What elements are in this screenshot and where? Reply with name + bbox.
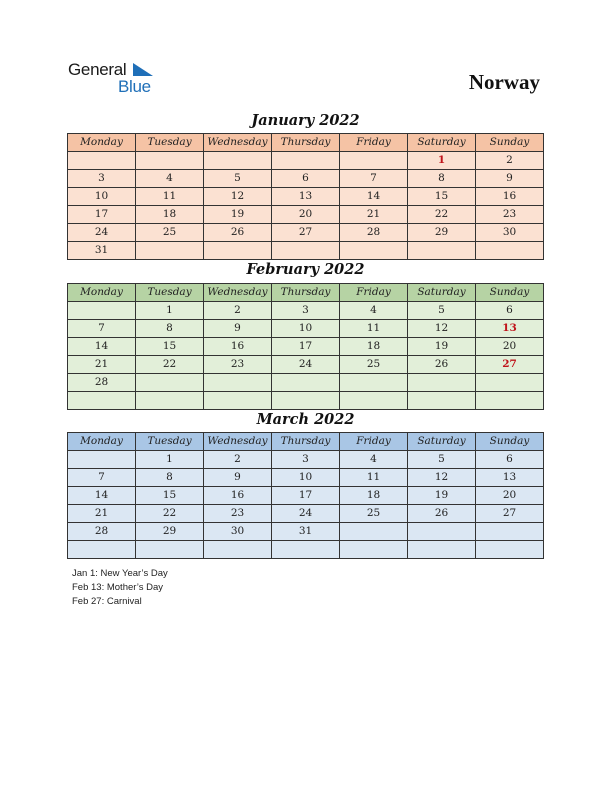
day-cell: 1 <box>136 302 204 320</box>
day-cell <box>272 374 340 392</box>
day-cell <box>408 523 476 541</box>
day-cell: 30 <box>204 523 272 541</box>
weekday-header: Tuesday <box>136 433 204 451</box>
day-cell: 12 <box>408 320 476 338</box>
calendar-january <box>67 133 544 260</box>
day-cell <box>476 392 544 410</box>
day-cell <box>272 242 340 260</box>
day-cell <box>340 541 408 559</box>
weekday-header-row <box>68 284 544 302</box>
day-cell <box>476 541 544 559</box>
day-cell: 15 <box>136 338 204 356</box>
day-cell: 29 <box>408 224 476 242</box>
week-row <box>68 523 544 541</box>
day-cell: 2 <box>476 152 544 170</box>
day-cell: 26 <box>408 505 476 523</box>
day-cell: 12 <box>204 188 272 206</box>
calendar-march <box>67 432 544 559</box>
week-row <box>68 469 544 487</box>
day-cell <box>408 392 476 410</box>
day-cell: 28 <box>340 224 408 242</box>
weekday-header: Monday <box>68 134 136 152</box>
week-row <box>68 152 544 170</box>
day-cell: 16 <box>204 338 272 356</box>
day-cell <box>408 242 476 260</box>
day-cell: 19 <box>408 338 476 356</box>
day-cell: 23 <box>204 356 272 374</box>
week-row <box>68 206 544 224</box>
day-cell: 15 <box>408 188 476 206</box>
weekday-header-row <box>68 433 544 451</box>
day-cell: 4 <box>340 302 408 320</box>
day-cell: 16 <box>476 188 544 206</box>
day-cell: 27 <box>476 356 544 374</box>
day-cell: 24 <box>272 505 340 523</box>
day-cell: 22 <box>136 505 204 523</box>
weekday-header: Thursday <box>272 134 340 152</box>
day-cell: 9 <box>204 320 272 338</box>
day-cell: 8 <box>136 469 204 487</box>
weekday-header: Tuesday <box>136 284 204 302</box>
day-cell: 11 <box>340 320 408 338</box>
day-cell <box>340 374 408 392</box>
day-cell: 14 <box>68 487 136 505</box>
week-row <box>68 242 544 260</box>
day-cell <box>476 374 544 392</box>
day-cell: 20 <box>476 487 544 505</box>
week-row <box>68 338 544 356</box>
day-cell: 30 <box>476 224 544 242</box>
weekday-header: Saturday <box>408 433 476 451</box>
day-cell <box>68 302 136 320</box>
day-cell: 8 <box>136 320 204 338</box>
day-cell: 18 <box>340 487 408 505</box>
week-row <box>68 356 544 374</box>
day-cell <box>204 374 272 392</box>
day-cell: 14 <box>68 338 136 356</box>
day-cell: 23 <box>476 206 544 224</box>
weekday-header: Monday <box>68 284 136 302</box>
day-cell: 27 <box>476 505 544 523</box>
weekday-header: Friday <box>340 134 408 152</box>
day-cell: 21 <box>340 206 408 224</box>
day-cell <box>136 242 204 260</box>
calendar-february <box>67 283 544 410</box>
day-cell: 2 <box>204 302 272 320</box>
weekday-header: Wednesday <box>204 433 272 451</box>
day-cell <box>340 392 408 410</box>
day-cell <box>204 541 272 559</box>
day-cell: 16 <box>204 487 272 505</box>
holiday-note: Jan 1: New Year’s Day <box>72 568 168 579</box>
day-cell: 20 <box>272 206 340 224</box>
day-cell: 18 <box>340 338 408 356</box>
month-title-march: March 2022 <box>256 411 355 428</box>
day-cell: 20 <box>476 338 544 356</box>
day-cell <box>272 152 340 170</box>
week-row <box>68 224 544 242</box>
weekday-header: Tuesday <box>136 134 204 152</box>
day-cell: 26 <box>204 224 272 242</box>
day-cell: 31 <box>272 523 340 541</box>
month-title-february: February 2022 <box>246 261 365 278</box>
day-cell: 28 <box>68 374 136 392</box>
day-cell: 22 <box>136 356 204 374</box>
week-row <box>68 505 544 523</box>
weekday-header: Monday <box>68 433 136 451</box>
day-cell <box>68 541 136 559</box>
day-cell <box>272 392 340 410</box>
day-cell <box>408 374 476 392</box>
day-cell: 9 <box>204 469 272 487</box>
month-title-january: January 2022 <box>251 112 360 129</box>
weekday-header: Wednesday <box>204 284 272 302</box>
weekday-header: Thursday <box>272 433 340 451</box>
day-cell: 10 <box>68 188 136 206</box>
day-cell: 6 <box>476 451 544 469</box>
day-cell: 6 <box>272 170 340 188</box>
week-row <box>68 541 544 559</box>
week-row <box>68 451 544 469</box>
day-cell: 5 <box>204 170 272 188</box>
day-cell: 9 <box>476 170 544 188</box>
day-cell: 23 <box>204 505 272 523</box>
day-cell: 26 <box>408 356 476 374</box>
weekday-header-row <box>68 134 544 152</box>
day-cell: 29 <box>136 523 204 541</box>
day-cell: 8 <box>408 170 476 188</box>
day-cell: 24 <box>68 224 136 242</box>
day-cell: 17 <box>272 338 340 356</box>
day-cell <box>68 451 136 469</box>
week-row <box>68 320 544 338</box>
day-cell: 17 <box>68 206 136 224</box>
day-cell: 19 <box>408 487 476 505</box>
country-title: Norway <box>468 70 540 94</box>
day-cell: 18 <box>136 206 204 224</box>
day-cell: 6 <box>476 302 544 320</box>
day-cell: 25 <box>340 505 408 523</box>
weekday-header: Saturday <box>408 284 476 302</box>
day-cell: 17 <box>272 487 340 505</box>
day-cell: 3 <box>272 302 340 320</box>
day-cell <box>136 152 204 170</box>
day-cell <box>340 152 408 170</box>
day-cell <box>204 152 272 170</box>
day-cell: 5 <box>408 451 476 469</box>
day-cell: 21 <box>68 356 136 374</box>
day-cell <box>408 541 476 559</box>
day-cell: 3 <box>68 170 136 188</box>
day-cell: 11 <box>340 469 408 487</box>
weekday-header: Friday <box>340 284 408 302</box>
day-cell: 27 <box>272 224 340 242</box>
week-row <box>68 188 544 206</box>
day-cell: 13 <box>272 188 340 206</box>
day-cell <box>204 392 272 410</box>
week-row <box>68 374 544 392</box>
holiday-note: Feb 27: Carnival <box>72 596 142 607</box>
week-row <box>68 487 544 505</box>
day-cell: 3 <box>272 451 340 469</box>
day-cell: 15 <box>136 487 204 505</box>
weekday-header: Saturday <box>408 134 476 152</box>
brand-name-general: General <box>68 60 127 79</box>
day-cell: 7 <box>340 170 408 188</box>
day-cell: 31 <box>68 242 136 260</box>
weekday-header: Sunday <box>476 134 544 152</box>
weekday-header: Thursday <box>272 284 340 302</box>
day-cell: 7 <box>68 320 136 338</box>
day-cell: 19 <box>204 206 272 224</box>
day-cell <box>476 523 544 541</box>
day-cell: 10 <box>272 320 340 338</box>
day-cell: 22 <box>408 206 476 224</box>
day-cell: 14 <box>340 188 408 206</box>
day-cell: 5 <box>408 302 476 320</box>
weekday-header: Sunday <box>476 433 544 451</box>
week-row <box>68 302 544 320</box>
holiday-notes <box>72 567 168 609</box>
holiday-note: Feb 13: Mother’s Day <box>72 582 163 593</box>
day-cell <box>136 392 204 410</box>
week-row <box>68 392 544 410</box>
day-cell <box>340 523 408 541</box>
weekday-header: Friday <box>340 433 408 451</box>
weekday-header: Sunday <box>476 284 544 302</box>
day-cell: 13 <box>476 469 544 487</box>
weekday-header: Wednesday <box>204 134 272 152</box>
day-cell: 12 <box>408 469 476 487</box>
day-cell <box>476 242 544 260</box>
day-cell <box>340 242 408 260</box>
day-cell: 10 <box>272 469 340 487</box>
week-row <box>68 170 544 188</box>
brand-name-blue: Blue <box>118 77 151 96</box>
day-cell <box>68 392 136 410</box>
brand-logo <box>68 60 168 100</box>
day-cell <box>68 152 136 170</box>
day-cell <box>136 374 204 392</box>
day-cell: 21 <box>68 505 136 523</box>
day-cell: 24 <box>272 356 340 374</box>
day-cell: 11 <box>136 188 204 206</box>
day-cell: 1 <box>408 152 476 170</box>
day-cell: 4 <box>136 170 204 188</box>
day-cell: 25 <box>136 224 204 242</box>
day-cell: 28 <box>68 523 136 541</box>
day-cell: 2 <box>204 451 272 469</box>
day-cell <box>204 242 272 260</box>
day-cell: 1 <box>136 451 204 469</box>
day-cell <box>272 541 340 559</box>
day-cell: 4 <box>340 451 408 469</box>
day-cell: 7 <box>68 469 136 487</box>
day-cell: 25 <box>340 356 408 374</box>
day-cell: 13 <box>476 320 544 338</box>
day-cell <box>136 541 204 559</box>
